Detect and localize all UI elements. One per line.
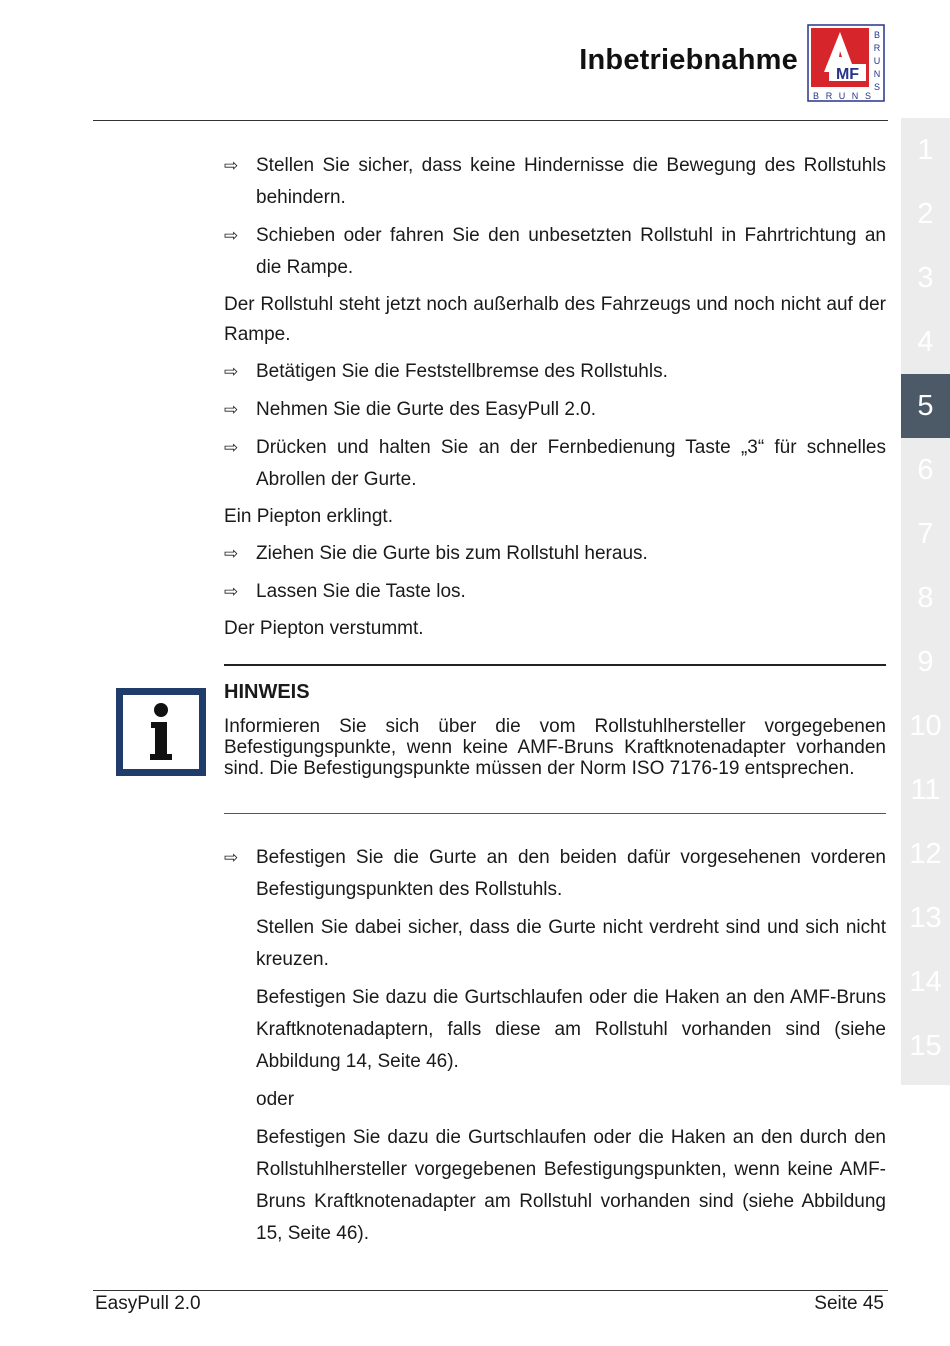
list-item: ⇨ Befestigen Sie die Gurte an den beiden dafür vorgesehenen vorderen Befestigungspunkten des Rollstuhls. (224, 842, 886, 906)
result-text: Der Piepton verstummt. (224, 618, 424, 639)
svg-text:B: B (812, 91, 820, 101)
instructions-part-2 (224, 842, 886, 1256)
sub-paragraph: Befestigen Sie dazu die Gurtschlaufen oder die Haken an den durch den Rollstuhlhersteller vorgegebenen Befestigungspunkten, wenn keine AMF-Bruns Kraftknotenadapter am Rollstuhl vorhanden sind (siehe Abbildung 15, Seite 46). (256, 1127, 886, 1244)
result-text: Der Rollstuhl steht jetzt noch außerhalb des Fahrzeugs und noch nicht auf der Rampe. (224, 294, 886, 345)
list-item: ⇨ Schieben oder fahren Sie den unbesetzten Rollstuhl in Fahrtrichtung an die Rampe. (224, 220, 886, 284)
arrow-right-icon: ⇨ (224, 848, 239, 867)
chapter-tab-1[interactable]: 1 (917, 134, 934, 166)
svg-text:R: R (825, 91, 833, 101)
list-item: ⇨ Betätigen Sie die Feststellbremse des Rollstuhls. (224, 356, 886, 388)
arrow-right-icon: ⇨ (224, 362, 239, 381)
page-title: Inbetriebnahme (579, 44, 798, 76)
note-title: HINWEIS (224, 681, 310, 703)
info-icon (116, 688, 206, 776)
instructions-part-1 (224, 150, 886, 650)
list-item: ⇨ Ziehen Sie die Gurte bis zum Rollstuhl heraus. (224, 538, 886, 570)
chapter-tab-9[interactable]: 9 (917, 646, 934, 678)
sub-paragraph: oder (256, 1089, 295, 1110)
header-divider (93, 120, 888, 121)
list-item: ⇨ Nehmen Sie die Gurte des EasyPull 2.0. (224, 394, 886, 426)
chapter-tab-5-active[interactable]: 5 (901, 374, 950, 438)
note-text: Informieren Sie sich über die vom Rollstuhlhersteller vorgegebenen Befestigungspunkte, wenn keine AMF-Bruns Kraftknotenadapter vorhanden sind. Die Befestigungspunkte müssen der Norm ISO 7176-19 entsprechen. (224, 716, 886, 779)
svg-text:MF: MF (835, 66, 860, 83)
svg-text:S: S (873, 82, 881, 92)
svg-text:R: R (873, 43, 881, 53)
sub-paragraph: Befestigen Sie dazu die Gurtschlaufen oder die Haken an den AMF-Bruns Kraftknotenadaptern, falls diese am Rollstuhl vorhanden sind (siehe Abbildung 14, Seite 46). (256, 987, 886, 1072)
chapter-tab-12[interactable]: 12 (909, 838, 942, 870)
chapter-tab-13[interactable]: 13 (909, 902, 942, 934)
chapter-tab-2[interactable]: 2 (917, 198, 934, 230)
footer-product-name: EasyPull 2.0 (95, 1293, 201, 1314)
arrow-right-icon: ⇨ (224, 226, 239, 245)
svg-text:U: U (838, 91, 846, 101)
amf-bruns-logo (807, 24, 885, 102)
chapter-tab-bar (901, 118, 950, 1085)
list-item: ⇨ Stellen Sie sicher, dass keine Hindernisse die Bewegung des Rollstuhls behindern. (224, 150, 886, 214)
svg-text:N: N (873, 69, 881, 79)
chapter-tab-15[interactable]: 15 (909, 1030, 942, 1062)
svg-text:N: N (851, 91, 859, 101)
arrow-right-icon: ⇨ (224, 582, 239, 601)
result-text: Ein Piepton erklingt. (224, 506, 393, 527)
sub-paragraph: Stellen Sie dabei sicher, dass die Gurte nicht verdreht sind und sich nicht kreuzen. (256, 917, 886, 970)
note-divider-top (224, 664, 886, 666)
list-item: ⇨ Drücken und halten Sie an der Fernbedienung Taste „3“ für schnelles Abrollen der Gurte. (224, 432, 886, 496)
chapter-tab-11[interactable]: 11 (910, 774, 941, 806)
chapter-tab-7[interactable]: 7 (917, 518, 934, 550)
chapter-tab-4[interactable]: 4 (917, 326, 934, 358)
chapter-tab-10[interactable]: 10 (909, 710, 942, 742)
chapter-tab-8[interactable]: 8 (917, 582, 934, 614)
chapter-tab-3[interactable]: 3 (917, 262, 934, 294)
footer-page-number: Seite 45 (814, 1293, 884, 1314)
arrow-right-icon: ⇨ (224, 438, 239, 457)
list-item: ⇨ Lassen Sie die Taste los. (224, 576, 886, 608)
arrow-right-icon: ⇨ (224, 544, 239, 563)
svg-text:B: B (873, 30, 881, 40)
svg-text:S: S (864, 91, 872, 101)
arrow-right-icon: ⇨ (224, 400, 239, 419)
arrow-right-icon: ⇨ (224, 156, 239, 175)
chapter-tab-6[interactable]: 6 (917, 454, 934, 486)
note-divider-bottom (224, 813, 886, 814)
footer-divider (93, 1290, 888, 1291)
svg-text:U: U (873, 56, 881, 66)
chapter-tab-14[interactable]: 14 (909, 966, 942, 998)
